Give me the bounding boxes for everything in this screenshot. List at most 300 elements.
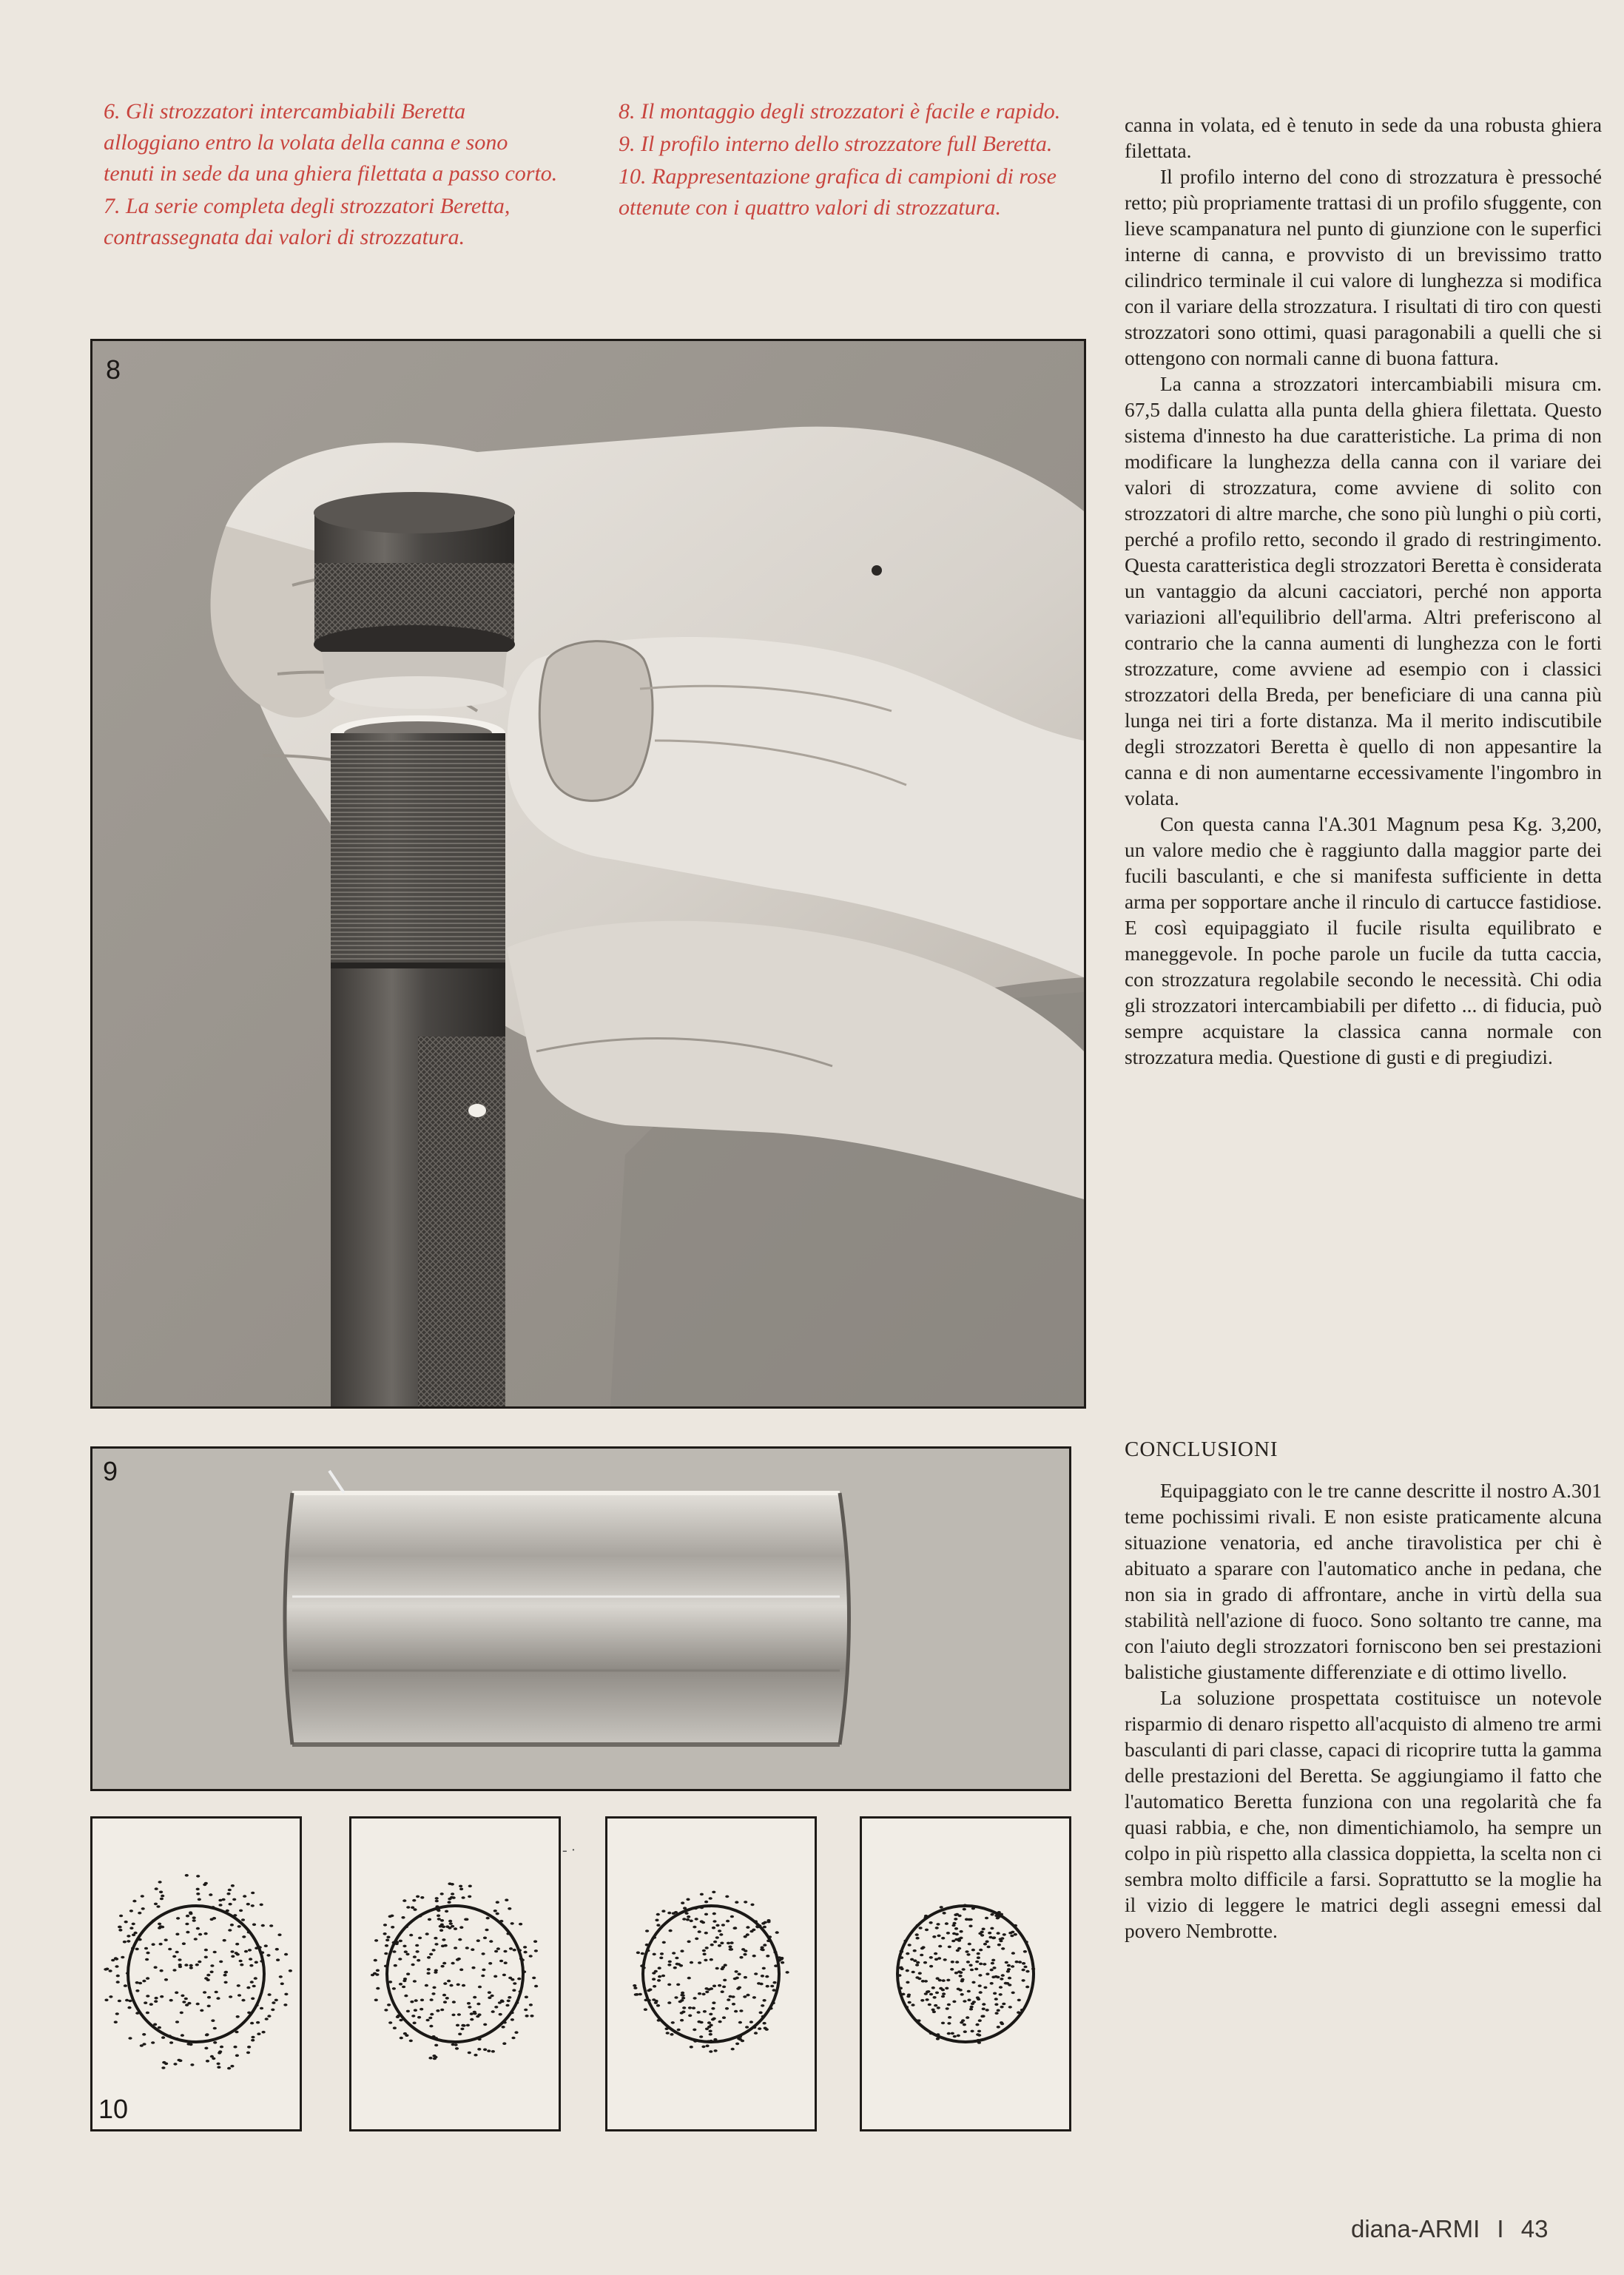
article-body-bottom — [1125, 1478, 1602, 1944]
shot-pellet-mark — [674, 1996, 678, 1999]
shot-pellet-mark — [709, 2030, 712, 2033]
shot-pellet-mark — [231, 1955, 235, 1958]
shot-pellet-mark — [1007, 1964, 1011, 1967]
shot-pellet-mark — [699, 2035, 703, 2038]
shot-pellet-mark — [758, 2027, 761, 2030]
shot-pellet-mark — [726, 1920, 730, 1923]
shot-pellet-mark — [990, 1927, 994, 1930]
shot-pattern-2 — [349, 1816, 561, 2131]
shot-pellet-mark — [712, 1891, 715, 1894]
shot-pellet-mark — [280, 1983, 284, 1986]
shot-pellet-mark — [765, 1975, 769, 1978]
shot-pellet-mark — [154, 2000, 158, 2003]
shot-pellet-mark — [929, 1965, 933, 1968]
shot-pellet-mark — [468, 2006, 471, 2009]
shot-pellet-mark — [267, 2015, 271, 2018]
shot-pellet-mark — [185, 1874, 189, 1877]
shot-pellet-mark — [735, 1970, 738, 1973]
shot-pellet-mark — [765, 2028, 769, 2031]
shot-pellet-mark — [915, 1933, 919, 1936]
shot-pellet-mark — [633, 1986, 637, 1989]
shot-pellet-mark — [411, 2015, 415, 2018]
shot-pellet-mark — [477, 2048, 481, 2051]
shot-pellet-mark — [204, 1977, 208, 1980]
shot-pellet-mark — [942, 1979, 946, 1982]
shot-pellet-mark — [473, 2011, 476, 2014]
shot-pellet-mark — [405, 2034, 408, 2037]
shot-pellet-mark — [993, 1992, 997, 1995]
shot-pellet-mark — [178, 2060, 182, 2063]
shot-pellet-mark — [991, 1959, 995, 1962]
shot-pellet-mark — [224, 1981, 228, 1984]
shot-pellet-mark — [644, 2008, 647, 2011]
shot-pellet-mark — [937, 2006, 940, 2009]
shot-pellet-mark — [978, 2019, 982, 2022]
shot-pellet-mark — [138, 1982, 142, 1985]
shot-pellet-mark — [189, 1912, 192, 1915]
shot-pellet-mark — [1011, 1965, 1014, 1968]
shot-pellet-mark — [709, 2050, 712, 2053]
shot-pellet-mark — [213, 2041, 217, 2044]
shot-pellet-mark — [168, 1948, 172, 1951]
shot-pellet-mark — [450, 1896, 454, 1899]
shot-pellet-mark — [963, 2023, 966, 2026]
shot-pellet-mark — [727, 1998, 730, 2001]
shot-pellet-mark — [401, 1916, 405, 1919]
shot-pellet-mark — [220, 2046, 223, 2049]
shot-pellet-mark — [271, 2009, 274, 2012]
shot-pellet-mark — [727, 1942, 730, 1945]
shot-pellet-mark — [428, 2057, 432, 2060]
shot-pellet-mark — [760, 1983, 764, 1986]
shot-pellet-mark — [240, 1964, 243, 1966]
shot-pellet-mark — [416, 1950, 420, 1953]
shot-pellet-mark — [460, 2028, 464, 2031]
shot-pellet-mark — [997, 2026, 1000, 2029]
shot-pellet-mark — [260, 1904, 263, 1907]
shot-pellet-mark — [156, 1905, 160, 1908]
shot-pellet-mark — [954, 1927, 958, 1930]
shot-pellet-mark — [129, 1910, 133, 1912]
shot-pellet-mark — [172, 1969, 176, 1972]
shot-pellet-mark — [960, 1930, 963, 1933]
shot-pellet-mark — [721, 1924, 725, 1927]
shot-pellet-mark — [960, 1993, 964, 1996]
shot-pellet-mark — [468, 1895, 471, 1898]
shot-pellet-mark — [920, 1954, 923, 1957]
shot-pellet-mark — [505, 2004, 509, 2007]
shot-pellet-mark — [690, 1961, 693, 1964]
shot-pellet-mark — [235, 1952, 238, 1955]
shot-pellet-mark — [953, 2035, 957, 2038]
shot-pellet-mark — [693, 1997, 697, 2000]
shot-pellet-mark — [698, 1992, 701, 1995]
shot-pellet-mark — [430, 2013, 434, 2016]
shot-pellet-mark — [943, 1912, 946, 1915]
shot-pellet-mark — [390, 1915, 394, 1918]
shot-pellet-mark — [658, 1966, 661, 1969]
shot-pellet-mark — [967, 1999, 971, 2002]
shot-pellet-mark — [712, 2001, 715, 2004]
shot-pellet-mark — [705, 1991, 709, 1994]
shot-pellet-mark — [938, 1945, 942, 1948]
caption-8: 8. Il montaggio degli strozzatori è facile e rapido. — [619, 99, 1061, 124]
shot-pellet-mark — [916, 1937, 920, 1940]
shot-pellet-mark — [417, 2016, 421, 2019]
shot-pellet-mark — [955, 1961, 959, 1964]
shot-pellet-mark — [207, 1996, 211, 1999]
shot-pellet-mark — [399, 1940, 402, 1943]
shot-pellet-mark — [502, 2042, 506, 2045]
shot-pellet-mark — [977, 1956, 980, 1959]
shot-pellet-mark — [652, 1978, 656, 1981]
shot-pellet-mark — [915, 1964, 919, 1966]
shot-pellet-mark — [715, 1967, 719, 1970]
shot-pellet-mark — [676, 1984, 680, 1986]
shot-pellet-mark — [420, 2008, 423, 2011]
shot-pellet-mark — [434, 1969, 438, 1972]
shot-pellet-mark — [1022, 1962, 1025, 1965]
shot-pellet-mark — [529, 2003, 533, 2006]
shot-pellet-mark — [404, 1995, 408, 1998]
shot-pellet-mark — [154, 1903, 158, 1906]
shot-pellet-mark — [184, 1964, 188, 1966]
shot-pellet-mark — [249, 1964, 253, 1967]
shot-pellet-mark — [709, 1897, 712, 1900]
shot-pellet-mark — [132, 1900, 136, 1903]
shot-pellet-mark — [947, 2003, 951, 2006]
shot-pellet-mark — [119, 1915, 123, 1918]
shot-pellet-mark — [239, 1910, 243, 1912]
shot-pellet-mark — [920, 1999, 924, 2002]
shot-pellet-mark — [514, 2031, 518, 2034]
shot-pellet-mark — [217, 2066, 220, 2069]
shot-pellet-mark — [135, 1989, 139, 1992]
shot-pellet-mark — [392, 1950, 396, 1953]
shot-pellet-mark — [971, 1949, 975, 1952]
shot-pellet-mark — [275, 1948, 279, 1951]
shot-pellet-mark — [976, 2033, 980, 2036]
shot-pellet-mark — [937, 1935, 940, 1938]
shot-pellet-mark — [982, 2008, 985, 2011]
shot-pellet-mark — [524, 2009, 528, 2012]
shot-pellet-mark — [230, 1924, 234, 1927]
shot-pellet-mark — [739, 2009, 743, 2012]
shot-pellet-mark — [752, 1929, 755, 1932]
shot-pellet-mark — [152, 1943, 155, 1946]
shot-pellet-mark — [985, 1941, 989, 1944]
shot-pellet-mark — [116, 1981, 120, 1984]
shot-pellet-mark — [533, 1940, 537, 1943]
shot-pellet-mark — [701, 2046, 705, 2049]
shot-pellet-mark — [936, 1923, 940, 1926]
shot-pellet-mark — [175, 1951, 179, 1954]
shot-pellet-mark — [513, 1982, 516, 1985]
shot-pellet-mark — [534, 1949, 538, 1952]
shot-pellet-mark — [935, 1927, 939, 1929]
shot-pellet-mark — [987, 1946, 991, 1949]
shot-pellet-mark — [251, 2036, 255, 2039]
shot-pellet-mark — [483, 2049, 487, 2052]
shot-pellet-mark — [414, 2009, 417, 2012]
shot-pellet-mark — [672, 1952, 675, 1955]
shot-pellet-mark — [985, 2009, 989, 2012]
shot-pellet-mark — [924, 1980, 928, 1983]
shot-pellet-mark — [227, 2067, 231, 2070]
shot-pellet-mark — [970, 2006, 974, 2009]
shot-pellet-mark — [194, 1938, 198, 1941]
shot-pellet-mark — [115, 1965, 118, 1968]
shot-pellet-mark — [502, 2026, 505, 2029]
shot-pattern-graphic-4 — [862, 1819, 1069, 2129]
shot-pellet-mark — [977, 1952, 980, 1955]
shot-pellet-mark — [196, 1927, 200, 1930]
shot-pellet-mark — [200, 2009, 203, 2012]
shot-pellet-mark — [752, 1955, 756, 1958]
shot-pattern-4 — [860, 1816, 1071, 2131]
shot-pellet-mark — [705, 1947, 709, 1949]
caption-6: 6. Gli strozzatori intercambiabili Beretta alloggiano entro la volata della canna e sono tenuti in sede da una ghiera filettata a passo corto. — [104, 99, 558, 186]
shot-pellet-mark — [127, 2006, 131, 2009]
shot-pellet-mark — [675, 1963, 679, 1966]
shot-pellet-mark — [724, 1964, 727, 1966]
shot-pellet-mark — [899, 1966, 903, 1969]
shot-pellet-mark — [184, 1998, 188, 2001]
shot-pellet-mark — [702, 1993, 706, 1996]
shot-pellet-mark — [239, 1960, 243, 1963]
shot-pellet-mark — [759, 2012, 763, 2015]
shot-pellet-mark — [451, 1893, 454, 1895]
shot-pellet-mark — [489, 1940, 493, 1943]
shot-pellet-mark — [457, 2013, 461, 2016]
shot-pellet-mark — [1008, 1984, 1011, 1986]
shot-pellet-mark — [250, 2022, 254, 2025]
shot-pellet-mark — [169, 2041, 173, 2044]
shot-pellet-mark — [940, 1906, 943, 1909]
shot-pellet-mark — [116, 1975, 120, 1978]
shot-pellet-mark — [268, 1993, 272, 1996]
shot-pellet-mark — [732, 2003, 735, 2006]
shot-pellet-mark — [146, 2012, 149, 2015]
shot-pellet-mark — [752, 1996, 756, 1999]
shot-pellet-mark — [442, 1994, 446, 1997]
shot-pellet-mark — [736, 1987, 740, 1990]
shot-pellet-mark — [437, 1915, 440, 1918]
shot-pellet-mark — [209, 1893, 212, 1896]
shot-pellet-mark — [682, 1918, 686, 1921]
shot-pellet-mark — [746, 1926, 749, 1929]
shot-pellet-mark — [160, 1898, 164, 1901]
shot-pellet-mark — [647, 1989, 650, 1992]
shot-pellet-mark — [429, 2025, 433, 2028]
shot-pellet-mark — [437, 1918, 441, 1921]
shot-pellet-mark — [1014, 1933, 1017, 1936]
shot-pellet-mark — [693, 1926, 696, 1929]
shot-pellet-mark — [978, 1984, 982, 1987]
shot-pellet-mark — [449, 1984, 453, 1987]
shot-pellet-mark — [160, 1995, 164, 1998]
shot-pellet-mark — [146, 1977, 149, 1980]
shot-pellet-mark — [700, 1893, 704, 1896]
target-circle — [643, 1906, 779, 2042]
shot-pellet-mark — [402, 1986, 405, 1989]
shot-pellet-mark — [406, 1906, 410, 1909]
shot-pellet-mark — [925, 1929, 929, 1932]
shot-pellet-mark — [486, 1917, 490, 1920]
shot-pellet-mark — [471, 1966, 475, 1969]
shot-pellet-mark — [653, 1985, 656, 1988]
shot-pellet-mark — [213, 1951, 217, 1954]
shot-pellet-mark — [448, 1901, 451, 1904]
shot-pellet-mark — [910, 1958, 914, 1961]
shot-pellet-mark — [725, 1895, 729, 1898]
shot-pellet-mark — [652, 1998, 656, 2001]
shot-pellet-mark — [128, 2000, 132, 2003]
shot-pellet-mark — [954, 1972, 958, 1975]
shot-pellet-mark — [982, 1928, 985, 1931]
shot-pellet-mark — [916, 1961, 920, 1964]
shot-pellet-mark — [730, 1941, 734, 1944]
shot-pellet-mark — [376, 1969, 380, 1972]
shot-pellet-mark — [223, 1974, 227, 1977]
shot-pellet-mark — [656, 2004, 660, 2007]
shot-pellet-mark — [946, 2007, 949, 2010]
shot-pellet-mark — [962, 1968, 966, 1971]
shot-pellet-mark — [175, 2020, 179, 2023]
shot-pellet-mark — [118, 1929, 122, 1932]
shot-pellet-mark — [926, 1998, 929, 2001]
shot-pellet-mark — [235, 2055, 239, 2057]
shot-pellet-mark — [416, 1895, 420, 1898]
shot-pellet-mark — [384, 1952, 388, 1955]
shot-pellet-mark — [754, 1972, 758, 1975]
shot-pellet-mark — [1025, 1970, 1029, 1973]
shot-pellet-mark — [906, 1952, 909, 1955]
shot-pellet-mark — [743, 1995, 747, 1998]
shot-pellet-mark — [204, 1949, 208, 1952]
shot-pellet-mark — [496, 1912, 499, 1915]
shot-pellet-mark — [680, 1949, 684, 1952]
shot-pellet-mark — [718, 2020, 722, 2023]
shot-pellet-mark — [440, 1924, 444, 1927]
shot-pellet-mark — [409, 2040, 413, 2043]
shot-pellet-mark — [733, 1927, 737, 1929]
shot-pellet-mark — [383, 1932, 387, 1935]
shot-pellet-mark — [929, 1956, 933, 1959]
shot-pellet-mark — [743, 1953, 747, 1956]
shot-pellet-mark — [761, 2004, 764, 2007]
shot-pellet-mark — [443, 2001, 447, 2003]
shot-pellet-mark — [192, 1919, 196, 1922]
shot-pellet-mark — [948, 2016, 951, 2019]
shot-pellet-mark — [405, 1953, 409, 1956]
shot-pellet-mark — [948, 1946, 951, 1949]
shot-pellet-mark — [434, 1943, 438, 1946]
shot-pellet-mark — [672, 1912, 675, 1915]
shot-pellet-mark — [969, 1964, 973, 1967]
shot-pellet-mark — [213, 2027, 217, 2030]
shot-pellet-mark — [697, 2020, 701, 2023]
shot-pellet-mark — [972, 2001, 976, 2003]
shot-pellet-mark — [702, 1949, 706, 1952]
shot-pellet-mark — [722, 2016, 726, 2019]
shot-pellet-mark — [709, 2013, 712, 2016]
shot-pellet-mark — [151, 2041, 155, 2044]
magazine-name: diana-ARMI — [1351, 2215, 1480, 2242]
shot-pellet-mark — [921, 1946, 925, 1949]
shot-pellet-mark — [763, 2022, 766, 2025]
shot-pellet-mark — [906, 1981, 909, 1984]
shot-pellet-mark — [127, 1935, 130, 1938]
shot-pellet-mark — [175, 1933, 179, 1936]
shot-pellet-mark — [487, 2049, 491, 2052]
shot-pellet-mark — [247, 2046, 251, 2049]
shot-pellet-mark — [951, 1961, 954, 1964]
shot-pellet-mark — [142, 2033, 146, 2036]
shot-pellet-mark — [746, 1994, 749, 1997]
shot-pellet-mark — [932, 1935, 936, 1938]
shot-pellet-mark — [451, 2014, 455, 2017]
shot-pellet-mark — [488, 1991, 491, 1994]
shot-pellet-mark — [960, 1978, 964, 1981]
shot-pellet-mark — [1023, 1950, 1027, 1953]
shot-pellet-mark — [693, 2029, 696, 2032]
shot-pellet-mark — [471, 1948, 474, 1951]
shot-pellet-mark — [385, 1939, 389, 1942]
shot-pellet-mark — [1000, 1978, 1003, 1981]
shot-pellet-mark — [413, 1908, 417, 1911]
shot-pellet-mark — [688, 2015, 692, 2018]
shot-pellet-mark — [517, 1978, 521, 1981]
shot-pellet-mark — [731, 2048, 735, 2051]
shot-pellet-mark — [534, 1985, 538, 1988]
shot-pellet-mark — [206, 2060, 209, 2063]
shot-pellet-mark — [155, 1997, 158, 2000]
shot-pellet-mark — [1005, 1961, 1008, 1964]
shot-pellet-mark — [187, 2002, 191, 2005]
shot-pellet-mark — [145, 1958, 149, 1961]
shot-pellet-mark — [448, 1882, 451, 1885]
shot-pellet-mark — [524, 1951, 528, 1954]
shot-pellet-mark — [129, 1927, 133, 1929]
shot-pellet-mark — [749, 2020, 753, 2023]
shot-pellet-mark — [283, 2003, 287, 2006]
shot-pellet-mark — [744, 1976, 747, 1979]
shot-pellet-mark — [511, 2018, 514, 2021]
shot-pellet-mark — [975, 2023, 979, 2026]
shot-pellet-mark — [926, 1990, 930, 1993]
shot-pellet-mark — [246, 1986, 250, 1989]
shot-pellet-mark — [965, 1950, 968, 1953]
shot-pellet-mark — [223, 1939, 226, 1942]
shot-pellet-mark — [256, 2021, 260, 2024]
shot-pellet-mark — [766, 1955, 769, 1958]
shot-pellet-mark — [442, 1962, 446, 1965]
shot-pellet-mark — [272, 2001, 275, 2004]
shot-pellet-mark — [975, 1961, 979, 1964]
shot-pellet-mark — [432, 1949, 436, 1952]
shot-pellet-mark — [715, 1936, 719, 1939]
shot-pellet-mark — [957, 2035, 960, 2038]
shot-pellet-mark — [530, 2015, 533, 2018]
shot-pellet-mark — [728, 1946, 732, 1949]
shot-pellet-mark — [158, 1923, 161, 1926]
shot-pellet-mark — [721, 1990, 724, 1993]
shot-pellet-mark — [1006, 1970, 1010, 1973]
shot-pellet-mark — [735, 1901, 738, 1904]
shot-pellet-mark — [465, 1947, 469, 1949]
shot-pellet-mark — [955, 1913, 959, 1916]
